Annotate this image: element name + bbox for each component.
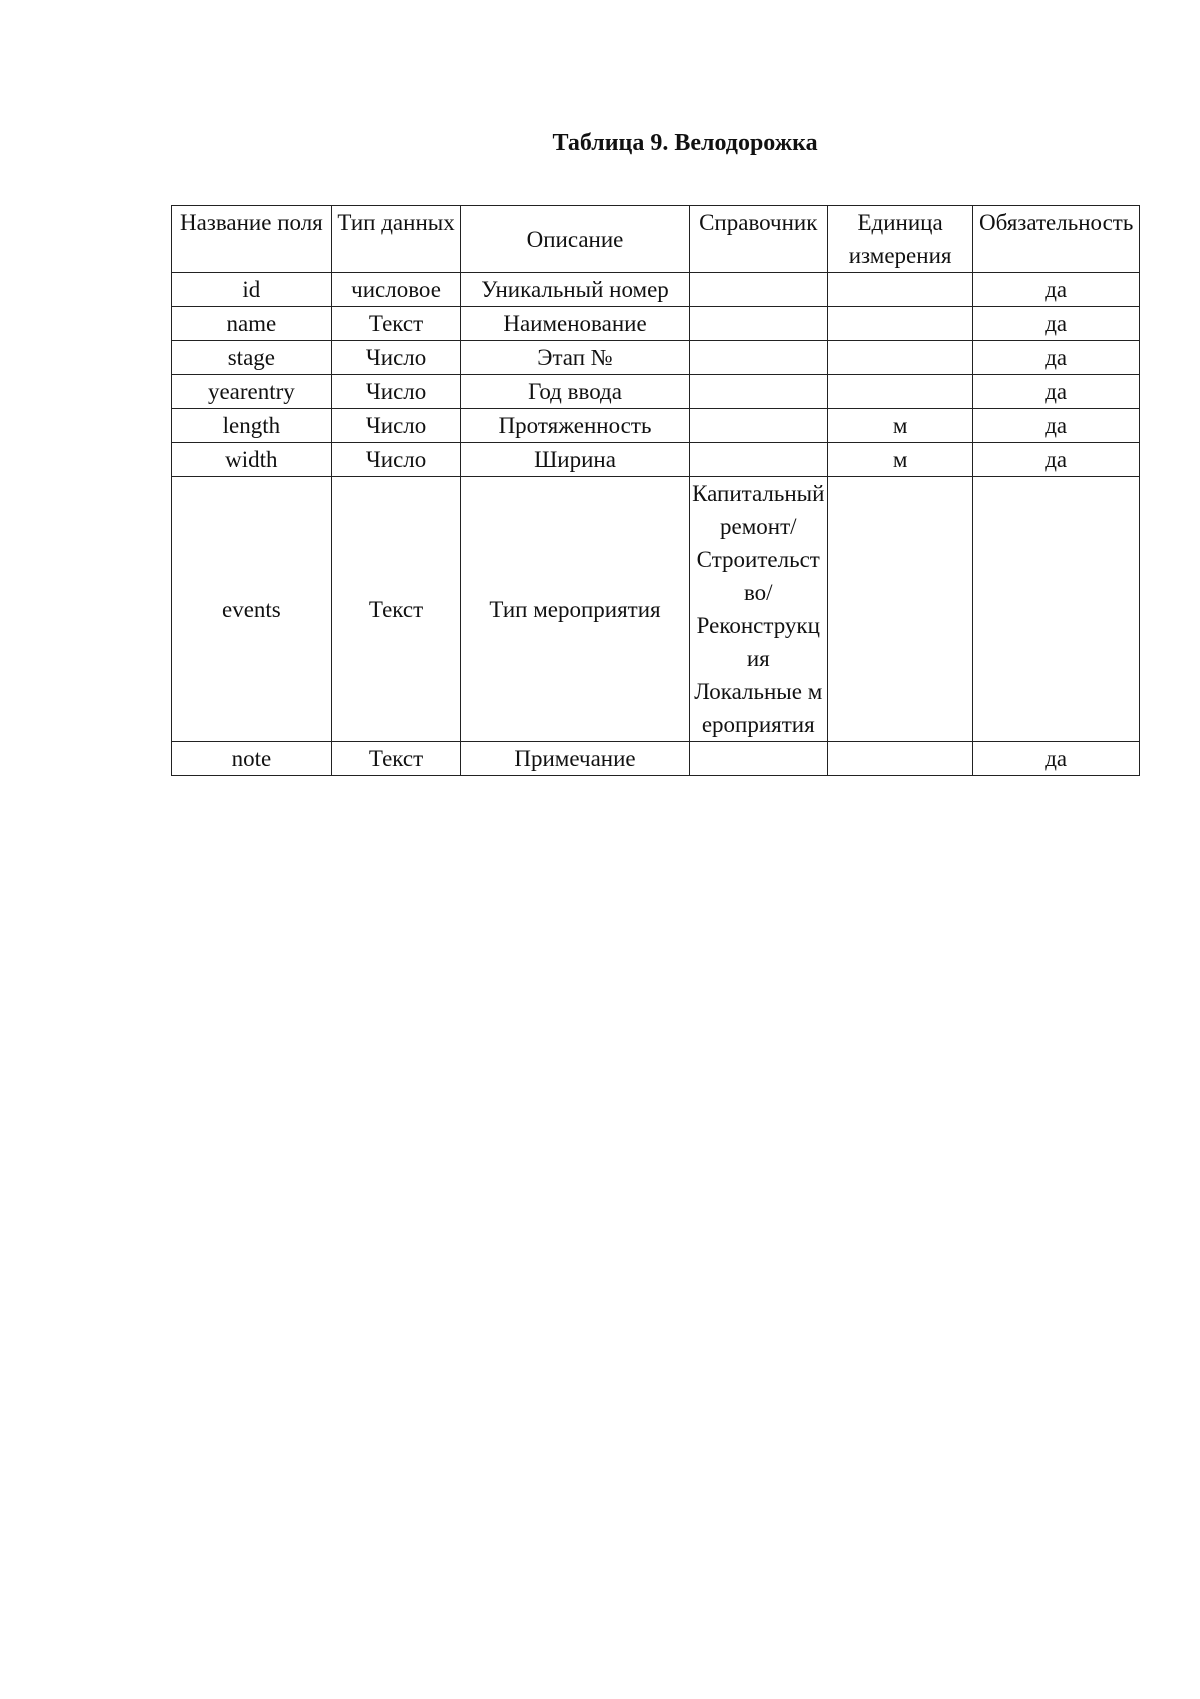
table-row — [172, 273, 1140, 307]
cell-field-name: length — [172, 409, 332, 443]
cell-data-type: Число — [331, 409, 461, 443]
table-row — [172, 477, 1140, 742]
cell-unit — [827, 742, 972, 776]
cell-unit — [827, 273, 972, 307]
cell-description: Примечание — [461, 742, 689, 776]
reference-item: Локальные мероприятия — [694, 679, 823, 737]
cell-data-type: числовое — [331, 273, 461, 307]
cell-required: да — [973, 273, 1140, 307]
table-row — [172, 742, 1140, 776]
cell-description: Тип мероприятия — [461, 477, 689, 742]
cell-field-name: width — [172, 443, 332, 477]
cell-reference — [689, 375, 827, 409]
cell-reference — [689, 341, 827, 375]
reference-item: Строительство/ — [696, 547, 820, 605]
cell-data-type: Текст — [331, 307, 461, 341]
cell-unit — [827, 375, 972, 409]
cell-required: да — [973, 742, 1140, 776]
header-unit: Единица измерения — [827, 206, 972, 273]
cell-unit — [827, 341, 972, 375]
reference-item: Капитальный ремонт/ — [692, 481, 825, 539]
header-required: Обязательность — [973, 206, 1140, 273]
cell-required: да — [973, 443, 1140, 477]
reference-item: Реконструкция — [696, 613, 820, 671]
cell-field-name: name — [172, 307, 332, 341]
cell-description: Ширина — [461, 443, 689, 477]
table-row — [172, 307, 1140, 341]
cell-reference — [689, 409, 827, 443]
cell-unit — [827, 477, 972, 742]
cell-reference — [689, 443, 827, 477]
cell-data-type: Число — [331, 443, 461, 477]
cell-unit — [827, 307, 972, 341]
cell-description: Протяженность — [461, 409, 689, 443]
header-field-name: Название поля — [172, 206, 332, 273]
cell-description: Уникальный номер — [461, 273, 689, 307]
table-row — [172, 443, 1140, 477]
cell-required: да — [973, 375, 1140, 409]
cell-required — [973, 477, 1140, 742]
data-table — [171, 205, 1140, 776]
table-row — [172, 409, 1140, 443]
cell-reference-events — [689, 477, 827, 742]
cell-description: Наименование — [461, 307, 689, 341]
cell-data-type: Текст — [331, 742, 461, 776]
table-header-row — [172, 206, 1140, 273]
cell-field-name: id — [172, 273, 332, 307]
table-row — [172, 341, 1140, 375]
cell-required: да — [973, 307, 1140, 341]
cell-required: да — [973, 409, 1140, 443]
header-data-type: Тип данных — [331, 206, 461, 273]
cell-reference — [689, 307, 827, 341]
table-title: Таблица 9. Велодорожка — [552, 130, 818, 156]
cell-description: Год ввода — [461, 375, 689, 409]
header-reference: Справочник — [689, 206, 827, 273]
cell-field-name: events — [172, 477, 332, 742]
cell-field-name: yearentry — [172, 375, 332, 409]
cell-unit: м — [827, 443, 972, 477]
cell-required: да — [973, 341, 1140, 375]
cell-data-type: Текст — [331, 477, 461, 742]
cell-reference — [689, 742, 827, 776]
table-row — [172, 375, 1140, 409]
cell-field-name: stage — [172, 341, 332, 375]
cell-description: Этап № — [461, 341, 689, 375]
header-description: Описание — [461, 206, 689, 273]
cell-reference — [689, 273, 827, 307]
cell-field-name: note — [172, 742, 332, 776]
cell-unit: м — [827, 409, 972, 443]
cell-data-type: Число — [331, 375, 461, 409]
cell-data-type: Число — [331, 341, 461, 375]
